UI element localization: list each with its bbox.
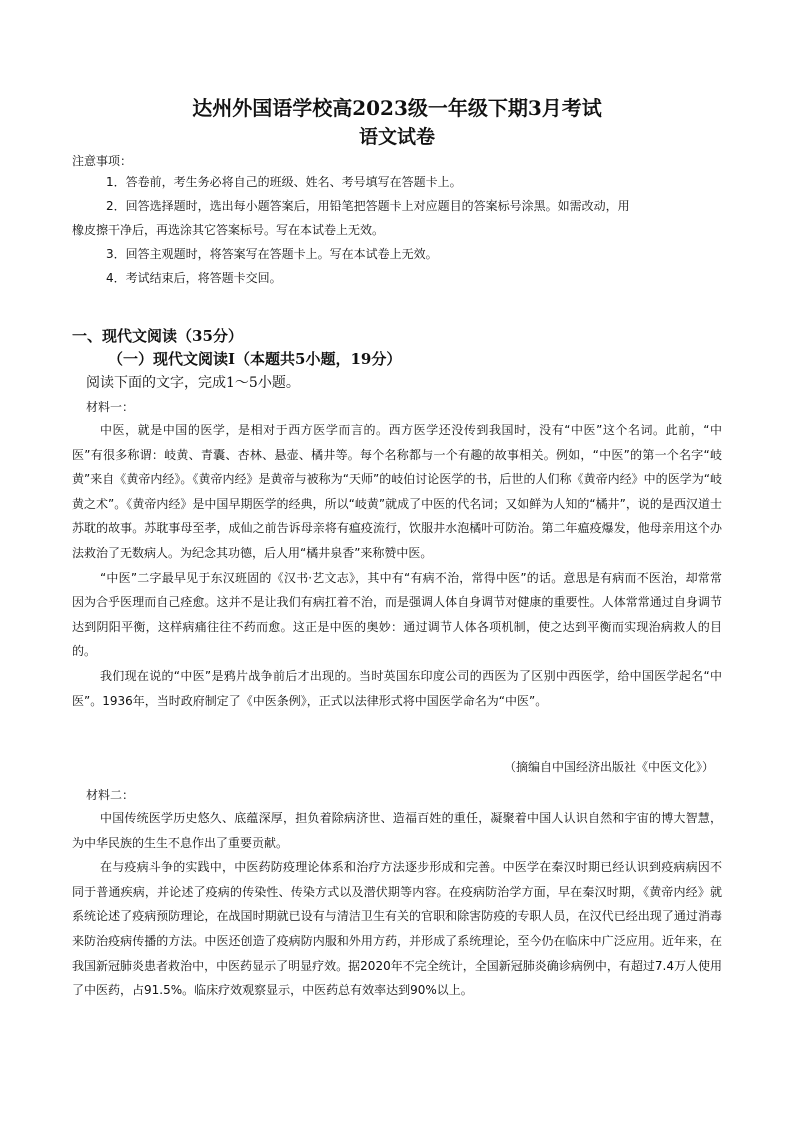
notice-item-2-cont: 橡皮擦干净后，再选涂其它答案标号。写在本试卷上无效。 [72,223,385,237]
material-1-body [72,418,722,713]
material-1-label: 材料一： [86,400,135,414]
material-2-paragraph: 在与疫病斗争的实践中，中医药防疫理论体系和治疗方法逐步形成和完善。中医学在秦汉时期已经认识到疫病病因不同于普通疾病，并论述了疫病的传染性、传染方式以及潜伏期等内容。在疫病防治学方面，早在秦汉时期，《黄帝内经》就系统论述了疫病预防理论，在战国时期就已设有与清洁卫生有关的官职和除害防疫的专职人员，在汉代已经出现了通过消毒来防治疫病传播的方法。中医还创造了疫病防内服和外用方药，并形成了系统理论，至今仍在临床中广泛应用。近年来，在我国新冠肺炎患者救治中，中医药显示了明显疗效。据2020年不完全统计，全国新冠肺炎确诊病例中，有超过7.4万人使用了中医药，占91.5%。临床疗效观察显示，中医药总有效率达到90%以上。 [72,860,722,998]
material-1-paragraph: “中医”二字最早见于东汉班固的《汉书·艺文志》，其中有“有病不治，常得中医”的话。意思是有病而不医治，却常常因为合乎医理而自己痊愈。这并不是让我们有病扛着不治，而是强调人体自身调节对健康的重要性。人体常常通过自身调节达到阴阳平衡，这样病痛往往不药而愈。这正是中医的奥妙：通过调节人体各项机制，使之达到平衡而实现治病救人的目的。 [72,570,722,659]
notice-item-4: 4．考试结束后，将答题卡交回。 [106,271,282,285]
material-2-body [72,806,722,1003]
notice-label: 注意事项： [72,154,133,168]
notice-item-3: 3．回答主观题时，将答案写在答题卡上。写在本试卷上无效。 [106,247,438,261]
material-1-source: （摘编自中国经济出版社《中医文化》） [503,760,714,774]
material-1-paragraph: 我们现在说的“中医”是鸦片战争前后才出现的。当时英国东印度公司的西医为了区别中西医学，给中国医学起名“中医”。1936年，当时政府制定了《中医条例》，正式以法律形式将中国医学命名为“中医”。 [72,668,722,708]
notice-item-1: 1．答卷前，考生务必将自己的班级、姓名、考号填写在答题卡上。 [106,175,462,189]
material-1-paragraph: 中医，就是中国的医学，是相对于西方医学而言的。西方医学还没传到我国时，没有“中医”这个名词。此前，“中医”有很多称谓：岐黄、青囊、杏林、悬壶、橘井等。每个名称都与一个有趣的故事相关。例如，“中医”的第一个名字“岐黄”来自《黄帝内经》。《黄帝内经》是黄帝与被称为“天师”的岐伯讨论医学的书，后世的人们称《黄帝内经》中的医学为“岐黄之术”。《黄帝内经》是中国早期医学的经典，所以“岐黄”就成了中医的代名词；又如鲜为人知的“橘井”，说的是西汉道士苏耽的故事。苏耽事母至孝，成仙之前告诉母亲将有瘟疫流行，饮服井水泡橘叶可防治。第二年瘟疫爆发，他母亲用这个办法救治了无数病人。为纪念其功德，后人用“橘井泉香”来称赞中医。 [72,423,722,560]
notice-item-2: 2．回答选择题时，选出每小题答案后，用铅笔把答题卡上对应题目的答案标号涂黑。如需改动，用 [106,199,630,213]
material-2-paragraph: 中国传统医学历史悠久、底蕴深厚，担负着除病济世、造福百姓的重任，凝聚着中国人认识自然和宇宙的博大智慧，为中华民族的生生不息作出了重要贡献。 [72,811,722,850]
section-heading: 一、现代文阅读（35分） [72,327,243,345]
exam-subject: 语文试卷 [358,126,435,148]
notice-list [72,170,722,290]
reading-instruction: 阅读下面的文字，完成1～5小题。 [86,375,300,391]
material-2-label: 材料二： [86,788,135,802]
exam-title: 达州外国语学校高2023级一年级下期3月考试 [192,96,602,120]
section-subheading: （一）现代文阅读Ⅰ（本题共5小题，19分） [108,350,402,368]
